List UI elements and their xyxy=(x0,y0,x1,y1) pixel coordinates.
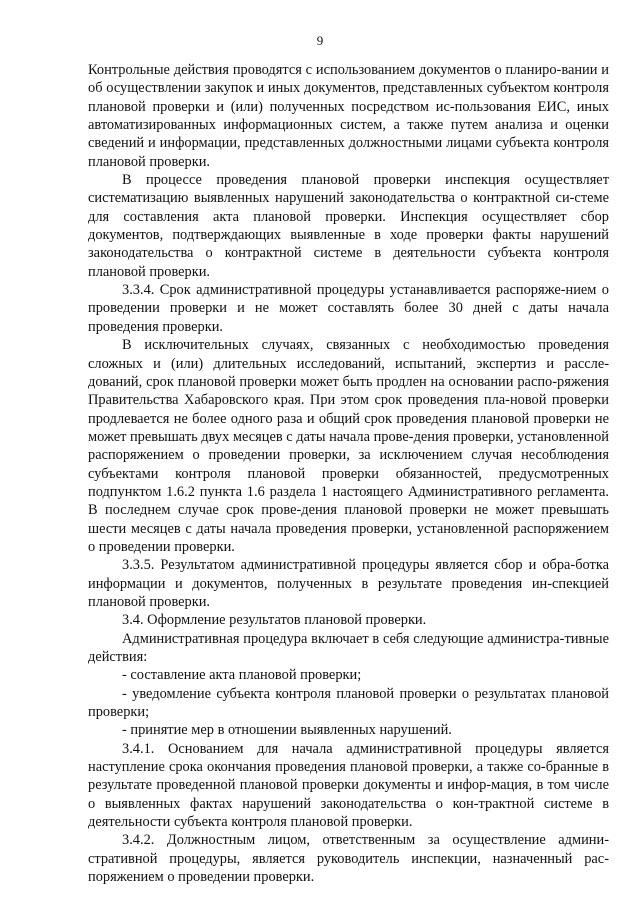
paragraph-control-actions: Контрольные действия проводятся с использованием документов о планиро-вании и об осуществлении закупок и иных документов, представленных субъектом контроля плановой проверки и (или) полученных посредством ис-пользования ЕИС, иных автоматизированных информационных систем, а также путем анализа и оценки сведений и информации, представленных должностными лицами субъекта контроля плановой проверки. xyxy=(88,62,609,170)
list-item-measures: - принятие мер в отношении выявленных нарушений. xyxy=(122,722,452,739)
paragraph-actions-intro: Административная процедура включает в себя следующие администра-тивные действия: xyxy=(88,630,609,665)
list-item-act: - составление акта плановой проверки; xyxy=(122,667,362,684)
document-body xyxy=(88,61,609,886)
paragraph-exceptional-cases: В исключительных случаях, связанных с необходимостью проведения сложных и (или) длительных исследований, испытаний, экспертиз и рассле-дований, срок плановой проверки может быть продлен на основании распо-ряжения Правительства Хабаровского края. При этом срок проведения пла-новой проверки продлевается не более одного раза и общий срок проведения плановой проверки не может превышать двух месяцев с даты начала прове-дения проверки, установленной распоряжением о проведении проверки, за исключением случая несоблюдения субъектами контроля плановой проверки обязанностей, предусмотренных подпунктом 1.6.2 пункта 1.6 раздела 1 настоящего Административного регламента. В последнем случае срок прове-дения плановой проверки не может превышать шести месяцев с даты начала проведения проверки, установленной распоряжением о проведении проверки. xyxy=(88,337,609,555)
page-number: 9 xyxy=(316,33,324,48)
paragraph-3-4-1: 3.4.1. Основанием для начала административной процедуры является наступление срока окончания проведения плановой проверки, а также со-бранные в результате проведенной плановой проверки документы и инфор-мация, в том числе о выявленных фактах нарушений законодательства о кон-трактной системе в деятельности субъекта контроля плановой проверки. xyxy=(88,740,609,831)
paragraph-3-4-2: 3.4.2. Должностным лицом, ответственным за осуществление админи-стративной процедуры, является руководитель инспекции, назначенный рас-поряжением о проведении проверки. xyxy=(88,832,609,886)
paragraph-3-3-4: 3.3.4. Срок административной процедуры устанавливается распоряже-нием о проведении проверки и не может составлять более 30 дней с даты начала проведения проверки. xyxy=(88,282,609,335)
paragraph-3-4: 3.4. Оформление результатов плановой проверки. xyxy=(122,612,427,629)
paragraph-systematization: В процессе проведения плановой проверки инспекция осуществляет систематизацию выявленных нарушений законодательства о контрактной си-стеме для составления акта плановой проверки. Инспекция осуществляет сбор документов, подтверждающих выявленные в ходе проверки факты нарушений законодательства о контрактной системе в деятельности субъекта контроля плановой проверки. xyxy=(88,172,609,280)
list-item-notification: - уведомление субъекта контроля плановой проверки о результатах плановой проверки; xyxy=(88,685,609,721)
paragraph-3-3-5: 3.3.5. Результатом административной процедуры является сбор и обра-ботка информации и документов, полученных в результате проведения ин-спекцией плановой проверки. xyxy=(88,557,609,610)
